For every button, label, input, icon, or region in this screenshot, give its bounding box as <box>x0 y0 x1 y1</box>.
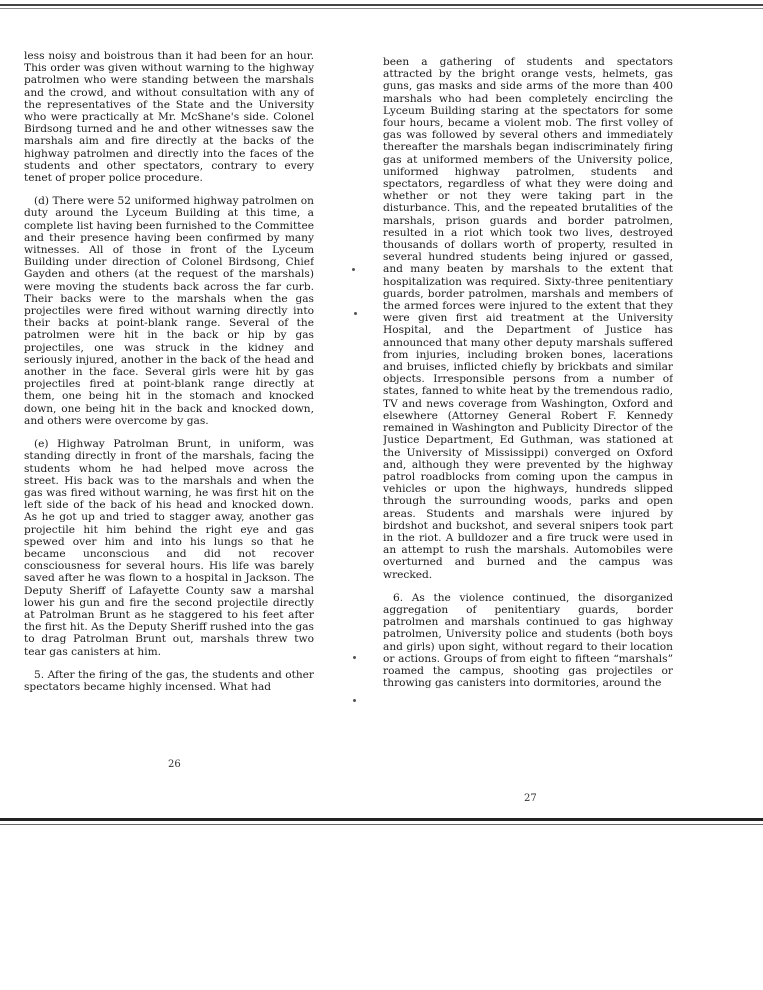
top-border-rule-thin <box>0 8 763 9</box>
bottom-border-rule-thin <box>0 824 763 825</box>
paragraph: 6. As the violence continued, the disorganized aggregation of penitentiary guards, border patrolmen and marshals continued to gas highway patrolmen, University police and students (both boys and girls) upon sight, without regard to their location or actions. Groups of from eight to fifteen “marshals” roamed the campus, shooting gas projectiles or throwing gas canisters into dormitories, around the <box>383 591 673 690</box>
scan-speck <box>353 656 356 659</box>
right-page-column <box>383 56 673 762</box>
paragraph: less noisy and boistrous than it had been for an hour. This order was given without warning to the highway patrolmen who were standing between the marshals and the crowd, and without consultation with any of the representatives of the State and the University who were practically at Mr. McShane's side. Colonel Birdsong turned and he and other witnesses saw the marshals aim and fire directly at the backs of the highway patrolmen and directly into the faces of the students and other spectators, contrary to every tenet of proper police procedure. <box>24 50 314 185</box>
page-number-left: 26 <box>168 759 181 770</box>
paragraph: (d) There were 52 uniformed highway patrolmen on duty around the Lyceum Building at this time, a complete list having been furnished to the Committee and their presence having been confirmed by many witnesses. All of those in front of the Lyceum Building under direction of Colonel Birdsong, Chief Gayden and others (at the request of the marshals) were moving the students back across the far curb. Their backs were to the marshals when the gas projectiles were fired without warning directly into their backs at point-blank range. Several of the patrolmen were hit in the back or hip by gas projectiles, one was struck in the kidney and seriously injured, another in the back of the head and another in the face. Several girls were hit by gas projectiles fired at point-blank range directly at them, one being hit in the stomach and knocked down, one being hit in the back and knocked down, and others were overcome by gas. <box>24 195 314 427</box>
scan-speck <box>354 312 357 315</box>
paragraph: been a gathering of students and spectators attracted by the bright orange vests, helmets, gas guns, gas masks and side arms of the more than 400 marshals who had been completely encircling the Lyceum Building staring at the spectators for some four hours, became a violent mob. The first volley of gas was followed by several others and immediately thereafter the marshals began indiscriminately firing gas at uniformed members of the University police, uniformed highway patrolmen, students and spectators, regardless of what they were doing and whether or not they were taking part in the disturbance. This, and the repeated brutalities of the marshals, prison guards and border patrolmen, resulted in a riot which took two lives, destroyed thousands of dollars worth of property, resulted in several hundred students being injured or gassed, and many beaten by marshals to the extent that hospitalization was required. Sixty-three penitentiary guards, border patrolmen, marshals and members of the armed forces were injured to the extent that they were given first aid treatment at the University Hospital, and the Department of Justice has announced that many other deputy marshals suffered from injuries, including broken bones, lacerations and bruises, inflicted chiefly by brickbats and similar objects. Irresponsible persons from a number of states, fanned to white heat by the tremendous radio, TV and news coverage from Washington, Oxford and elsewhere (Attorney General Robert F. Kennedy remained in Washington and Publicity Director of the Justice Department, Ed Guthman, was stationed at the University of Mississippi) converged on Oxford and, although they were prevented by the highway patrol roadblocks from coming upon the campus in vehicles or upon the highways, hundreds slipped through the surrounding woods, parks and open areas. Students and marshals were injured by birdshot and buckshot, and several snipers took part in the riot. A bulldozer and a fire truck were used in an attempt to rush the marshals. Automobiles were overturned and burned and the campus was wrecked. <box>383 56 673 581</box>
top-border-rule <box>0 4 763 6</box>
bottom-border-rule <box>0 818 763 821</box>
scan-speck <box>353 699 356 702</box>
scan-speck <box>352 268 355 271</box>
paragraph: (e) Highway Patrolman Brunt, in uniform, was standing directly in front of the marshals, facing the students whom he had helped move across the street. His back was to the marshals and when the gas was fired without warning, he was first hit on the left side of the back of his head and knocked down. As he got up and tried to stagger away, another gas projectile hit him behind the right eye and gas spewed over him and into his lungs so that he became unconscious and did not recover consciousness for several hours. His life was barely saved after he was flown to a hospital in Jackson. The Deputy Sheriff of Lafayette County saw a marshal lower his gun and fire the second projectile directly at Patrolman Brunt as he staggered to his feet after the first hit. As the Deputy Sheriff rushed into the gas to drag Patrolman Brunt out, marshals threw two tear gas canisters at him. <box>24 438 314 658</box>
page-number-right: 27 <box>524 793 537 804</box>
left-page-column <box>24 50 314 718</box>
paragraph: 5. After the firing of the gas, the students and other spectators became highly incensed. What had <box>24 668 314 693</box>
